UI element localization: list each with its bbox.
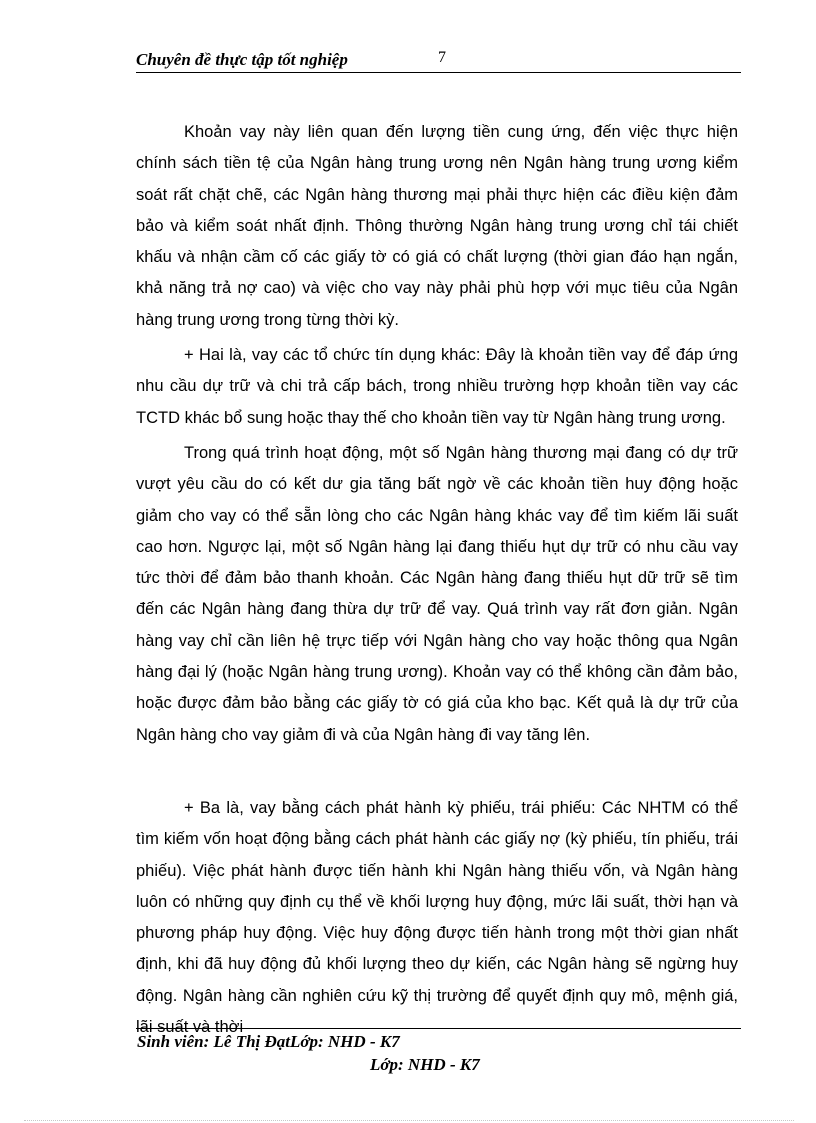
paragraph-interbank-loan: + Hai là, vay các tổ chức tín dụng khác: Đây là khoản tiền vay để đáp ứng nhu cầu dự trữ và chi trả cấp bách, trong nhiều trường hợp khoản tiền vay các TCTD khác bổ sung hoặc thay thế cho khoản tiền vay từ Ngân hàng trung ương. [136, 346, 738, 427]
footer-divider [136, 1028, 741, 1029]
body-text [136, 117, 738, 1043]
footer-student-name: Sinh viên: Lê Thị ĐạtLớp: NHD - K7 [137, 1032, 400, 1051]
footer-class: Lớp: NHD - K7 [370, 1055, 480, 1074]
page-header [136, 48, 741, 73]
page-number: 7 [438, 49, 446, 66]
paragraph-central-bank-loan: Khoản vay này liên quan đến lượng tiền cung ứng, đến việc thực hiện chính sách tiền tệ của Ngân hàng trung ương nên Ngân hàng trung ương kiểm soát rất chặt chẽ, các Ngân hàng thương mại phải thực hiện các điều kiện đảm bảo và kiểm soát nhất định. Thông thường Ngân hàng trung ương chỉ tái chiết khấu và nhận cầm cố các giấy tờ có giá có chất lượng (thời gian đáo hạn ngắn, khả năng trả nợ cao) và việc cho vay này phải phù hợp với mục tiêu của Ngân hàng trung ương trong từng thời kỳ. [136, 123, 738, 329]
paragraph-reserve-process: Trong quá trình hoạt động, một số Ngân hàng thương mại đang có dự trữ vượt yêu cầu do có kết dư gia tăng bất ngờ về các khoản tiền huy động hoặc giảm cho vay có thể sẵn lòng cho các Ngân hàng khác vay để tìm kiếm lãi suất cao hơn. Ngược lại, một số Ngân hàng lại đang thiếu hụt dự trữ có nhu cầu vay tức thời để đảm bảo thanh khoản. Các Ngân hàng đang thiếu hụt dữ trữ sẽ tìm đến các Ngân hàng đang thừa dự trữ để vay. Quá trình vay rất đơn giản. Ngân hàng vay chỉ cần liên hệ trực tiếp với Ngân hàng cho vay hoặc thông qua Ngân hàng đại lý (hoặc Ngân hàng trung ương). Khoản vay có thể không cần đảm bảo, hoặc được đảm bảo bằng các giấy tờ có giá của kho bạc. Kết quả là dự trữ của Ngân hàng cho vay giảm đi và của Ngân hàng đi vay tăng lên. [136, 443, 738, 744]
page-bottom-border [24, 1120, 794, 1121]
header-title: Chuyên đề thực tập tốt nghiệp [136, 50, 348, 69]
paragraph-bond-issuance: + Ba là, vay bằng cách phát hành kỳ phiếu, trái phiếu: Các NHTM có thể tìm kiếm vốn hoạt động bằng cách phát hành các giấy nợ (kỳ phiếu, tín phiếu, trái phiếu). Việc phát hành được tiến hành khi Ngân hàng thiếu vốn, và Ngân hàng luôn có những quy định cụ thể về khối lượng huy động, mức lãi suất, thời hạn và phương pháp huy động. Việc huy động được tiến hành trong một thời gian nhất định, khi đã huy động đủ khối lượng theo dự kiến, các Ngân hàng sẽ ngừng huy động. Ngân hàng cần nghiên cứu kỹ thị trường để quyết định quy mô, mệnh giá, lãi suất và thời [136, 798, 738, 1037]
